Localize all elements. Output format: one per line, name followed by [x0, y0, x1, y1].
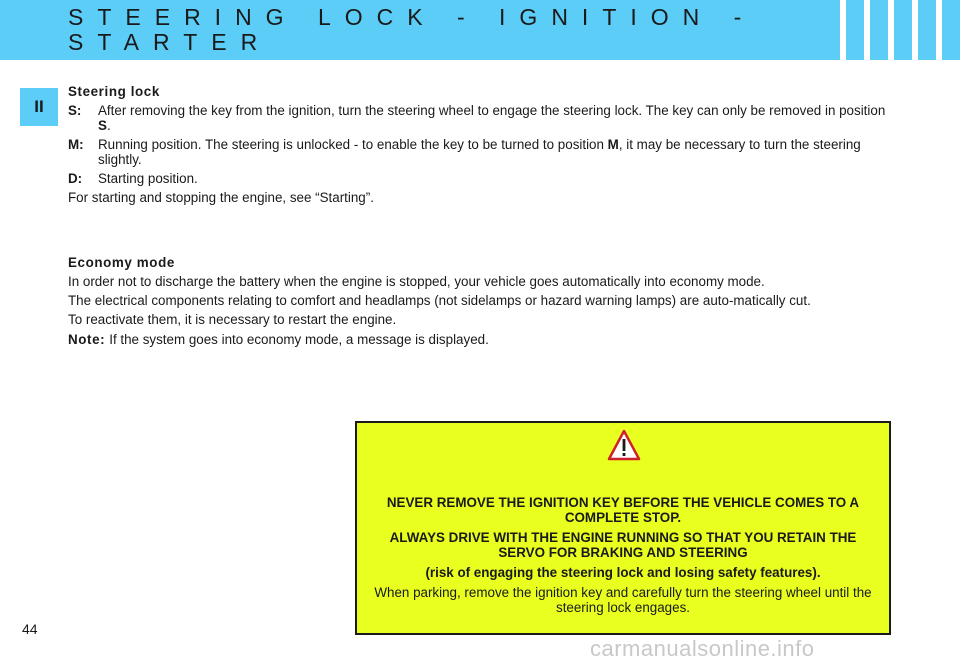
- definition-text-part: , it may be necessary to turn the steering slightly.: [98, 137, 861, 167]
- economy-paragraph: The electrical components relating to comfort and headlamps (not sidelamps or hazard warning lamps) are auto-matically cut.: [68, 293, 811, 308]
- main-content: [68, 84, 894, 351]
- page-header: [0, 0, 960, 60]
- economy-paragraph: To reactivate them, it is necessary to restart the engine.: [68, 312, 397, 327]
- definition-key: D:: [68, 171, 83, 186]
- warning-box: [355, 421, 891, 635]
- definition-key: M:: [68, 137, 84, 152]
- starting-reference: For starting and stopping the engine, see “Starting”.: [68, 190, 374, 205]
- header-stripe: [840, 0, 846, 60]
- steering-lock-heading: Steering lock: [68, 84, 160, 99]
- warning-triangle-icon: [607, 429, 641, 461]
- warning-text: [371, 495, 875, 620]
- header-stripe: [864, 0, 870, 60]
- definition-text-part: .: [106, 118, 111, 133]
- definition-row-s: [68, 103, 894, 133]
- note-label: Note:: [68, 332, 106, 347]
- header-stripes: [836, 0, 960, 60]
- warning-line: ALWAYS DRIVE WITH THE ENGINE RUNNING SO THAT YOU RETAIN THE SERVO FOR BRAKING AND STEERING: [389, 530, 857, 560]
- definition-text-part: Running position. The steering is unlocked - to enable the key to be turned to position: [98, 137, 608, 152]
- definition-key: S:: [68, 103, 82, 118]
- page-title: STEERING LOCK - IGNITION - STARTER: [68, 4, 756, 55]
- economy-mode-heading: Economy mode: [68, 255, 175, 270]
- warning-line: When parking, remove the ignition key and carefully turn the steering wheel until the steering lock engages.: [374, 585, 872, 615]
- definition-text: [98, 137, 894, 167]
- header-stripe: [888, 0, 894, 60]
- header-stripe: [936, 0, 942, 60]
- economy-paragraph: In order not to discharge the battery when the engine is stopped, your vehicle goes automatically into economy mode.: [68, 274, 765, 289]
- definition-row-d: [68, 171, 894, 186]
- definition-text: Starting position.: [98, 171, 198, 186]
- warning-line: (risk of engaging the steering lock and losing safety features).: [425, 565, 821, 580]
- definition-text: [98, 103, 894, 133]
- economy-note: [68, 332, 894, 347]
- warning-line: NEVER REMOVE THE IGNITION KEY BEFORE THE VEHICLE COMES TO A COMPLETE STOP.: [386, 495, 860, 525]
- definition-text-part: After removing the key from the ignition, turn the steering wheel to engage the steering lock. The key can only be removed in position: [98, 103, 886, 118]
- definition-bold: S: [98, 118, 107, 133]
- page-number: 44: [22, 621, 38, 637]
- definition-row-m: [68, 137, 894, 167]
- watermark: carmanualsonline.info: [590, 636, 815, 661]
- header-stripe: [912, 0, 918, 60]
- section-tab: II: [20, 88, 58, 126]
- note-text: If the system goes into economy mode, a message is displayed.: [109, 332, 489, 347]
- definition-bold: M: [607, 137, 619, 152]
